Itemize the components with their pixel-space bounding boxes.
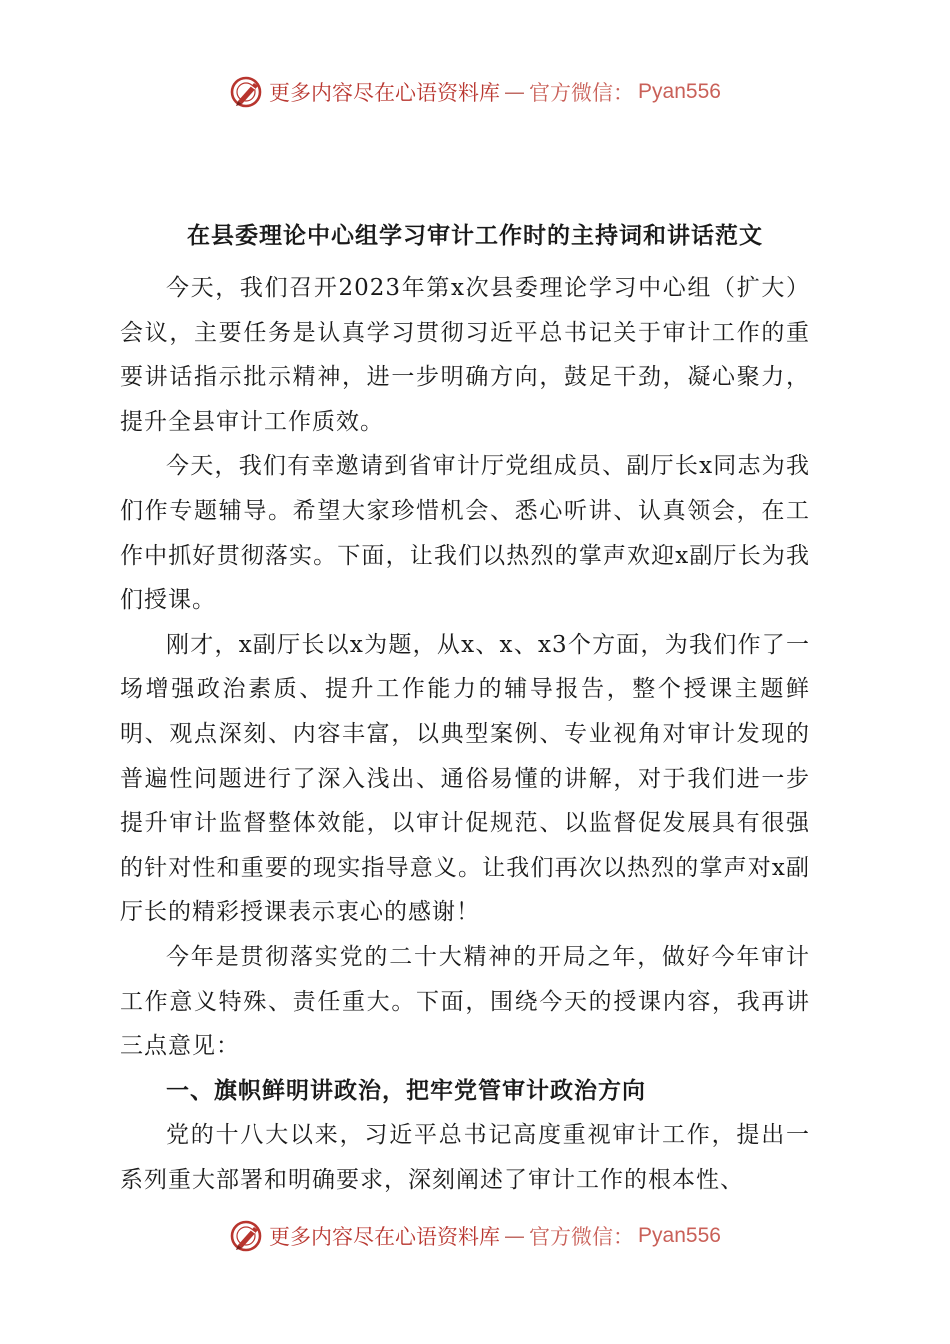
banner-wechat-label: 官方微信： (529, 1225, 635, 1249)
banner-lead-text: 更多内容尽在心语资料库 (269, 81, 501, 105)
banner-wechat-handle: Pyan556 (638, 80, 721, 103)
body-paragraph: 今年是贯彻落实党的二十大精神的开局之年，做好今年审计工作意义特殊、责任重大。下面，围绕今天的授课内容，我再讲三点意见： (120, 943, 810, 1060)
banner-wechat-handle: Pyan556 (638, 1224, 721, 1247)
pen-seal-logo-icon (229, 74, 265, 110)
header-banner (0, 72, 950, 112)
footer-banner (0, 1216, 950, 1256)
body-paragraph: 今天，我们有幸邀请到省审计厅党组成员、副厅长x同志为我们作专题辅导。希望大家珍惜机会、悉心听讲、认真领会，在工作中抓好贯彻落实。下面，让我们以热烈的掌声欢迎x副厅长为我们授课。 (120, 453, 810, 614)
banner-dash: — (504, 80, 526, 104)
document-body (120, 266, 810, 1202)
body-paragraph: 今天，我们召开2023年第x次县委理论学习中心组（扩大）会议，主要任务是认真学习贯彻习近平总书记关于审计工作的重要讲话指示批示精神，进一步明确方向，鼓足干劲，凝心聚力，提升全县审计工作质效。 (120, 275, 810, 435)
section-heading: 一、旗帜鲜明讲政治，把牢党管审计政治方向 (166, 1076, 646, 1104)
pen-seal-logo-icon (229, 1218, 265, 1254)
body-paragraph: 党的十八大以来，习近平总书记高度重视审计工作，提出一系列重大部署和明确要求，深刻阐述了审计工作的根本性、 (120, 1122, 810, 1193)
banner-lead-text: 更多内容尽在心语资料库 (269, 1225, 501, 1249)
banner-wechat-label: 官方微信： (529, 81, 635, 105)
body-paragraph: 刚才，x副厅长以x为题，从x、x、x3个方面，为我们作了一场增强政治素质、提升工作能力的辅导报告，整个授课主题鲜明、观点深刻、内容丰富，以典型案例、专业视角对审计发现的普遍性问题进行了深入浅出、通俗易懂的讲解，对于我们进一步提升审计监督整体效能，以审计促规范、以监督促发展具有很强的针对性和重要的现实指导意义。让我们再次以热烈的掌声对x副厅长的精彩授课表示衷心的感谢！ (120, 631, 810, 926)
document-title: 在县委理论中心组学习审计工作时的主持词和讲话范文 (187, 222, 763, 249)
banner-dash: — (504, 1224, 526, 1248)
